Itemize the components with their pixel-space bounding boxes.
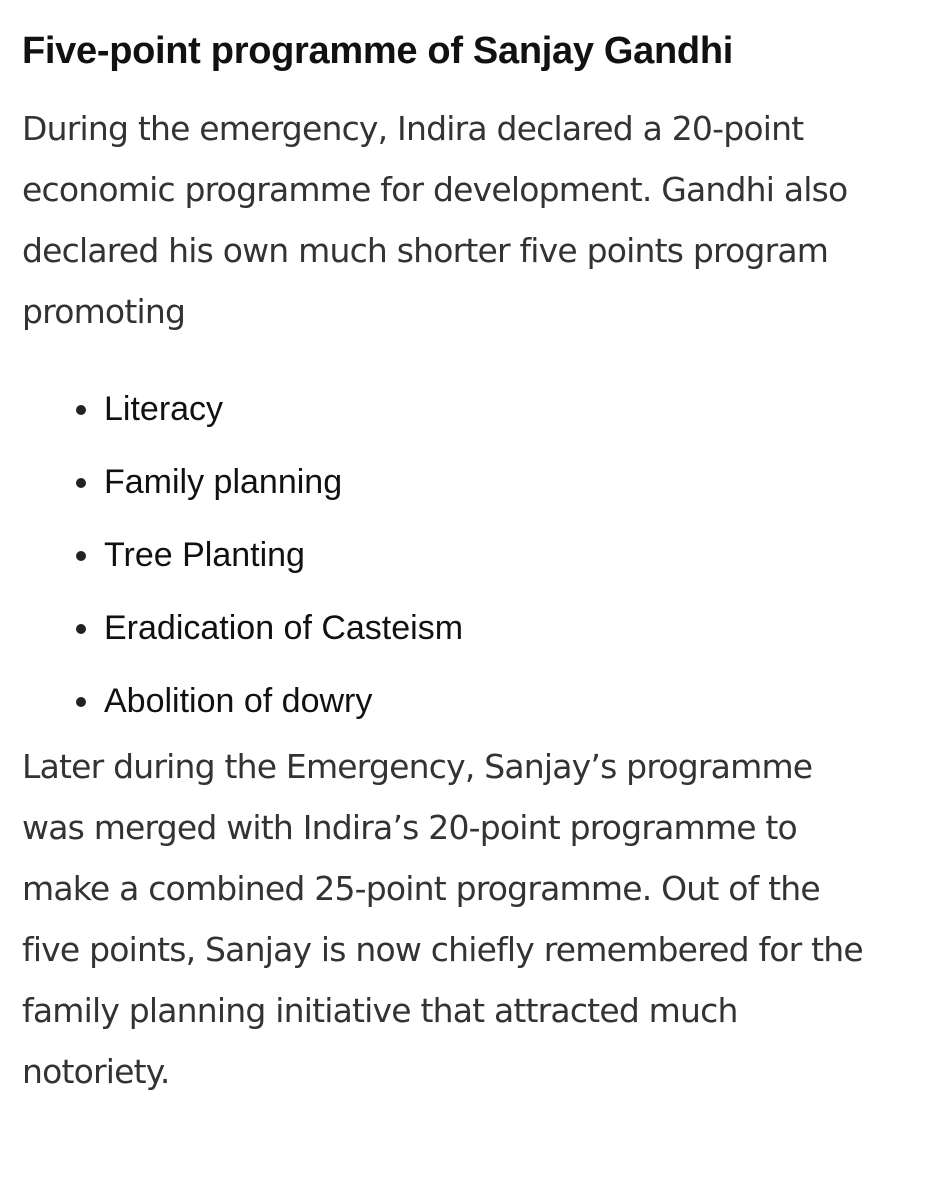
outro-line: five points, Sanjay is now chiefly remembered for the	[22, 930, 863, 969]
intro-paragraph	[22, 98, 922, 342]
list-item-label: Literacy	[104, 390, 224, 428]
bullet-icon	[76, 478, 86, 488]
outro-line: make a combined 25-point programme. Out of the	[22, 869, 820, 908]
outro-line: was merged with Indira’s 20-point programme to	[22, 808, 797, 847]
list-item	[22, 386, 922, 432]
list-item-label: Abolition of dowry	[104, 682, 373, 720]
intro-line: economic programme for development. Gandhi also	[22, 170, 848, 209]
list-item-label: Eradication of Casteism	[104, 609, 464, 647]
intro-line: declared his own much shorter five points program	[22, 231, 829, 270]
outro-line: family planning initiative that attracted much	[22, 991, 738, 1030]
five-point-list	[22, 386, 922, 724]
bullet-icon	[76, 551, 86, 561]
intro-line: promoting	[22, 292, 186, 331]
outro-line: notoriety.	[22, 1052, 170, 1091]
bullet-icon	[76, 624, 86, 634]
bullet-icon	[76, 697, 86, 707]
list-item	[22, 459, 922, 505]
list-item	[22, 605, 922, 651]
intro-line: During the emergency, Indira declared a 20-point	[22, 109, 804, 148]
list-item-label: Tree Planting	[104, 536, 305, 574]
article	[22, 0, 922, 1102]
outro-paragraph	[22, 736, 922, 1102]
bullet-icon	[76, 405, 86, 415]
list-item	[22, 532, 922, 578]
outro-line: Later during the Emergency, Sanjay’s programme	[22, 747, 813, 786]
list-item-label: Family planning	[104, 463, 343, 501]
list-item	[22, 678, 922, 724]
article-heading: Five-point programme of Sanjay Gandhi	[22, 30, 733, 72]
